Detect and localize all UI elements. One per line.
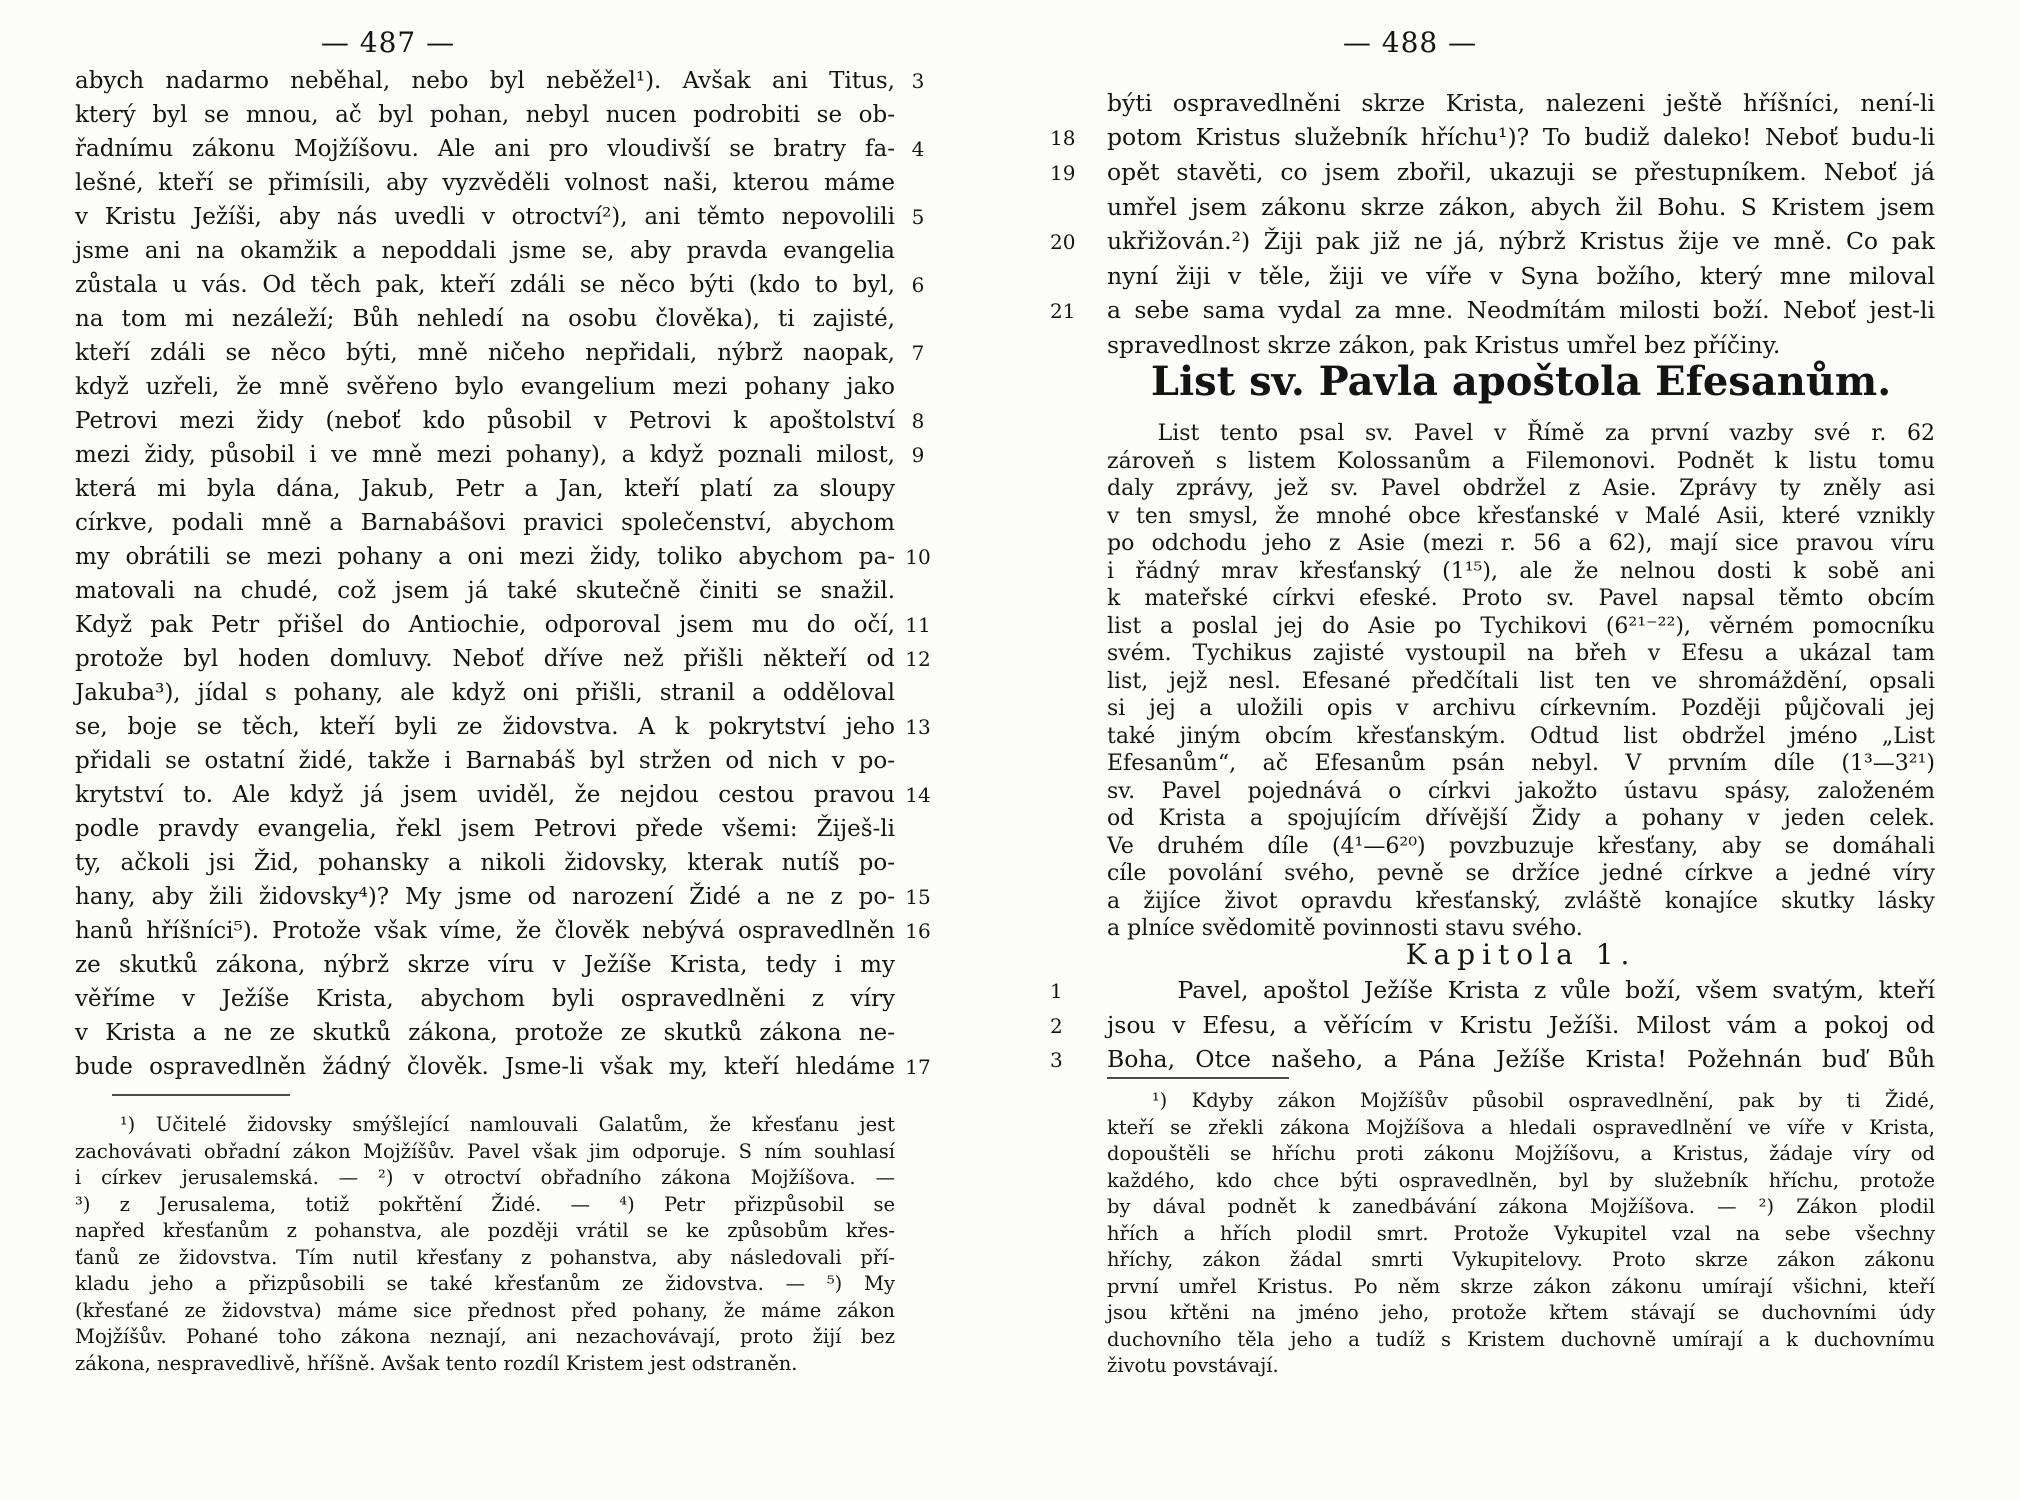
text-line <box>75 642 941 676</box>
text-line <box>1107 448 1935 476</box>
chapter-heading: Kapitola 1. <box>1405 938 1637 971</box>
line-text: cíle povolání svého, pevně se držíce jedné církve a jedné víry <box>1107 861 1935 886</box>
text-line <box>1107 558 1935 586</box>
text-line <box>75 948 941 982</box>
line-text: Petrovi mezi židy (neboť kdo působil v Petrovi k apoštolství <box>75 408 895 434</box>
text-line <box>1050 293 1935 328</box>
line-text: ťanů ze židovstva. Tím nutil křesťany z pohanstva, aby následovali pří- <box>75 1245 895 1269</box>
line-text: věříme v Ježíše Krista, abychom byli ospravedlněni z víry <box>75 986 895 1012</box>
verse-number: 21 <box>1050 299 1076 323</box>
text-line <box>75 1050 941 1084</box>
line-text: hříchy, zákon žádal smrti Vykupitelovy. Proto skrze zákon zákonu <box>1107 1248 1935 1271</box>
text-line <box>1107 640 1935 668</box>
text-line <box>75 744 941 778</box>
text-line <box>75 1245 895 1272</box>
line-text: každého, kdo chce býti ospravedlněn, byl by služebník hříchu, protože <box>1107 1168 1935 1192</box>
line-text: Pavel, apoštol Ježíše Krista z vůle boží, všem svatým, kteří <box>1177 976 1935 1004</box>
line-text: církve, podali mně a Barnabášovi pravici společenství, abychom <box>75 510 895 536</box>
text-line <box>75 404 941 438</box>
text-line <box>75 846 941 880</box>
line-text: Efesanům“, ač Efesanům psán nebyl. V prvním díle (1³—3²¹) <box>1107 751 1935 776</box>
text-line <box>1107 860 1935 888</box>
line-text: když uzřeli, že mně svěřeno bylo evangelium mezi pohany jako <box>75 374 895 400</box>
text-line <box>1107 833 1935 861</box>
line-text: duchovního těla jeho a tudíž s Kristem duchovně umírají a k duchovnímu <box>1107 1327 1935 1351</box>
text-line <box>75 166 941 200</box>
line-text: Mojžíšův. Pohané toho zákona neznají, ani nezachovávají, proto žijí bez <box>75 1325 895 1348</box>
text-line <box>75 1112 895 1139</box>
text-line <box>75 336 941 370</box>
line-text: my obrátili se mezi pohany a oni mezi židy, toliko abychom pa- <box>75 544 895 570</box>
verse-number: 13 <box>905 715 931 739</box>
text-line <box>75 914 941 948</box>
text-line <box>1107 1221 1935 1248</box>
verse-number: 16 <box>905 919 931 943</box>
text-line <box>1107 805 1935 833</box>
text-line <box>1107 1194 1935 1221</box>
verse-number: 9 <box>911 443 925 467</box>
line-text: ukřižován.²) Žiji pak již ne já, nýbrž Kristus žije ve mně. Co pak <box>1107 227 1935 255</box>
line-text: řadnímu zákonu Mojžíšovu. Ale ani pro vloudivší se bratry fa- <box>75 136 895 162</box>
line-text: list a poslal jej do Asie po Tychikovi (6²¹⁻²²), věrném pomocníku <box>1107 613 1935 639</box>
text-line <box>75 1218 895 1245</box>
line-text: po odchodu jeho z Asie (mezi r. 56 a 62), mají sice pravou víru <box>1107 531 1935 556</box>
text-line <box>75 880 941 914</box>
text-line <box>1050 120 1935 155</box>
line-text: Ve druhém díle (4¹—6²⁰) povzbuzuje křesťany, aby se domáhali <box>1107 833 1935 859</box>
line-text: abych nadarmo neběhal, nebo byl neběžel¹). Avšak ani Titus, <box>75 68 895 94</box>
text-line <box>75 64 941 98</box>
line-text: matovali na chudé, což jsem já také skutečně činiti se snažil. <box>75 578 895 604</box>
line-text: se, boje se těch, kteří byli ze židovstva. A k pokrytství jeho <box>75 714 895 740</box>
text-line <box>75 268 941 302</box>
text-line <box>75 540 941 574</box>
line-text: protože byl hoden domluvy. Neboť dříve než přišli někteří od <box>75 646 895 672</box>
page-number-left: — 487 — <box>320 26 456 59</box>
line-text: hanů hříšníci⁵). Protože však víme, že člověk nebývá ospravedlněn <box>75 918 895 944</box>
text-line <box>75 234 941 268</box>
text-line <box>75 132 941 166</box>
text-line <box>75 676 941 710</box>
text-line <box>1050 1009 1935 1044</box>
line-text: v Krista a ne ze skutků zákona, protože ze skutků zákona ne- <box>75 1020 895 1046</box>
right-page-footnotes <box>1107 1088 1935 1380</box>
text-line <box>1107 750 1935 778</box>
chapter-verses <box>1050 974 1935 1078</box>
line-text: opět stavěti, co jsem zbořil, ukazuji se přestupníkem. Neboť já <box>1107 158 1935 186</box>
verse-number: 8 <box>911 409 925 433</box>
verse-number: 20 <box>1050 230 1076 254</box>
text-line <box>1107 1327 1935 1354</box>
text-line <box>1107 1353 1935 1380</box>
text-line <box>1107 1274 1935 1301</box>
line-text: zůstala u vás. Od těch pak, kteří zdáli se něco býti (kdo to byl, <box>75 272 895 298</box>
text-line <box>1107 1141 1935 1168</box>
line-text: a žijíce život opravdu křesťanský, zvláště konajíce skutky lásky <box>1107 888 1935 914</box>
text-line <box>1107 1088 1935 1115</box>
line-text: kteří zdáli se něco býti, mně ničeho nepřidali, nýbrž naopak, <box>75 340 895 366</box>
verse-number: 15 <box>905 885 931 909</box>
line-text: k mateřské církvi efeské. Proto sv. Pavel napsal těmto obcím <box>1107 586 1935 611</box>
text-line <box>75 1271 895 1298</box>
text-line <box>75 710 941 744</box>
footnote-separator-right <box>1107 1077 1289 1079</box>
text-line <box>75 778 941 812</box>
line-text: a sebe sama vydal za mne. Neodmítám milosti boží. Neboť jest-li <box>1107 296 1935 324</box>
line-text: a plníce svědomitě povinnosti stavu svého. <box>1107 916 1583 941</box>
line-text: která mi byla dána, Jakub, Petr a Jan, kteří platí za sloupy <box>75 476 895 502</box>
left-page-body-text <box>75 64 941 1084</box>
line-text: bude ospravedlněn žádný člověk. Jsme-li však my, kteří hledáme <box>75 1054 895 1080</box>
footnote-separator-left <box>112 1094 290 1096</box>
line-text: podle pravdy evangelia, řekl jsem Petrovi přede všemi: Žiješ-li <box>75 816 895 842</box>
text-line <box>1050 259 1935 293</box>
verse-number: 18 <box>1050 126 1076 150</box>
line-text: ¹) Učitelé židovsky smýšlející namlouvali Galatům, že křesťanu jest <box>119 1113 895 1136</box>
line-text: Jakuba³), jídal s pohany, ale když oni přišli, stranil a odděloval <box>75 680 895 706</box>
line-text: životu povstávají. <box>1107 1354 1279 1377</box>
line-text: (křesťané ze židovstva) máme sice přednost před pohany, že máme zákon <box>75 1298 895 1322</box>
line-text: i řádný mrav křesťanský (1¹⁵), ale že nelnou dosti k sobě ani <box>1107 558 1935 584</box>
line-text: také jiným obcím křesťanským. Odtud list obdržel jméno „List <box>1107 723 1935 749</box>
text-line <box>1107 695 1935 723</box>
line-text: od Krista a spojujícím dřívější Židy a pohany v jeden celek. <box>1107 806 1935 831</box>
line-text: první umřel Kristus. Po něm skrze zákon zákonu umírají všichni, kteří <box>1107 1274 1935 1298</box>
text-line <box>1050 155 1935 190</box>
verse-number: 1 <box>1050 979 1063 1003</box>
text-line <box>75 1165 895 1192</box>
text-line <box>75 1298 895 1325</box>
text-line <box>1107 585 1935 613</box>
text-line <box>1050 86 1935 120</box>
line-text: list, jejž nesl. Efesané předčítali list ten ve shromáždění, opsali <box>1107 668 1935 694</box>
line-text: jsou křtěni na jméno jeho, protože křtem stávají se duchovními údy <box>1107 1301 1935 1324</box>
text-line <box>75 1192 895 1219</box>
line-text: si jej a uložili opis v archivu církevním. Později půjčovali jej <box>1107 696 1935 721</box>
line-text: na tom mi nezáleží; Bůh nehledí na osobu člověka), ti zajisté, <box>75 306 895 332</box>
line-text: i církev jerusalemská. — ²) v otroctví obřadního zákona Mojžíšova. — <box>75 1166 895 1189</box>
text-line <box>75 1324 895 1351</box>
text-line <box>1050 190 1935 224</box>
verse-number: 12 <box>905 647 931 671</box>
right-page-body-text <box>1050 86 1935 362</box>
line-text: krytství to. Ale když já jsem uviděl, že nejdou cestou pravou <box>75 782 895 808</box>
line-text: ¹) Kdyby zákon Mojžíšův působil ospravedlnění, pak by ti Židé, <box>1151 1089 1935 1112</box>
verse-number: 4 <box>911 137 925 161</box>
line-text: býti ospravedlněni skrze Krista, nalezeni ještě hříšníci, není-li <box>1107 89 1935 117</box>
line-text: sv. Pavel pojednává o církvi jakožto ústavu spásy, založeném <box>1107 778 1935 804</box>
text-line <box>75 200 941 234</box>
verse-number: 17 <box>905 1055 931 1079</box>
line-text: dopouštěli se hříchu proti zákonu Mojžíšovu, a Kristus, žádaje víry od <box>1107 1142 1935 1165</box>
text-line <box>75 302 941 336</box>
page-number-right: — 488 — <box>1342 26 1478 59</box>
text-line <box>1050 224 1935 259</box>
text-line <box>75 370 941 404</box>
line-text: List tento psal sv. Pavel v Římě za první vazby své r. 62 <box>1157 421 1935 446</box>
text-line <box>1107 1115 1935 1142</box>
line-text: jsou v Efesu, a věřícím v Kristu Ježíši. Milost vám a pokoj od <box>1107 1010 1935 1039</box>
text-line <box>1107 888 1935 916</box>
text-line <box>1050 974 1935 1009</box>
text-line <box>75 812 941 846</box>
text-line <box>1107 1168 1935 1195</box>
text-line <box>75 1016 941 1050</box>
text-line <box>75 982 941 1016</box>
section-title: List sv. Pavla apoštola Efesanům. <box>1150 358 1892 405</box>
line-text: napřed křesťanům z pohanstva, ale později vrátil se ke způsobům křes- <box>75 1219 895 1242</box>
verse-number: 3 <box>911 69 925 93</box>
verse-number: 2 <box>1050 1013 1063 1038</box>
text-line <box>1107 613 1935 641</box>
line-text: daly zprávy, jež sv. Pavel obdržel z Asie. Zprávy ty zněly asi <box>1107 476 1935 501</box>
verse-number: 19 <box>1050 161 1076 185</box>
line-text: ty, ačkoli jsi Žid, pohansky a nikoli židovsky, kterak nutíš po- <box>75 850 895 876</box>
line-text: zákona, nespravedlivě, hříšně. Avšak tento rozdíl Kristem jest odstraněn. <box>75 1351 798 1375</box>
text-line <box>1107 1247 1935 1274</box>
line-text: nyní žiji v těle, žiji ve víře v Syna božího, který mne miloval <box>1107 262 1935 290</box>
line-text: lešné, kteří se přimísili, aby vyzvěděli volnost naši, kterou máme <box>75 170 895 196</box>
line-text: Boha, Otce našeho, a Pána Ježíše Krista! Požehnán buď Bůh <box>1107 1045 1935 1073</box>
verse-number: 6 <box>911 273 925 297</box>
text-line <box>75 98 941 132</box>
verse-number: 3 <box>1050 1048 1063 1072</box>
line-text: spravedlnost skrze zákon, pak Kristus umřel bez příčiny. <box>1107 331 1781 359</box>
line-text: kladu jeho a přizpůsobili se také křesťanům ze židovstva. — ⁵) My <box>75 1272 895 1295</box>
line-text: potom Kristus služebník hříchu¹)? To budiž daleko! Neboť budu-li <box>1107 123 1935 151</box>
line-text: svém. Tychikus zajisté vystoupil na břeh v Efesu a ukázal tam <box>1107 641 1935 666</box>
line-text: ³) z Jerusalema, totiž pokřtění Židé. — ⁴) Petr přizpůsobil se <box>75 1192 895 1216</box>
line-text: jsme ani na okamžik a nepoddali jsme se, aby pravda evangelia <box>75 238 895 264</box>
text-line <box>1107 778 1935 806</box>
text-line <box>1107 1300 1935 1327</box>
line-text: který byl se mnou, ač byl pohan, nebyl nucen podrobiti se ob- <box>75 102 895 128</box>
verse-number: 11 <box>905 613 931 637</box>
line-text: přidali se ostatní židé, takže i Barnabáš byl stržen od nich v po- <box>75 748 895 774</box>
line-text: Když pak Petr přišel do Antiochie, odporoval jsem mu do očí, <box>75 612 895 638</box>
line-text: umřel jsem zákonu skrze zákon, abych žil Bohu. S Kristem jsem <box>1107 193 1935 221</box>
verse-number: 5 <box>911 205 925 229</box>
text-line <box>1107 420 1935 448</box>
text-line <box>75 608 941 642</box>
text-line <box>75 1351 895 1378</box>
verse-number: 7 <box>911 341 925 365</box>
text-line <box>1107 503 1935 531</box>
text-line <box>1107 723 1935 751</box>
line-text: v Kristu Ježíši, aby nás uvedli v otroctví²), ani těmto nepovolili <box>75 204 895 230</box>
line-text: mezi židy, působil i ve mně mezi pohany), a když poznali milost, <box>75 442 895 468</box>
epistle-introduction <box>1107 420 1935 943</box>
text-line <box>75 574 941 608</box>
left-page-footnotes <box>75 1112 895 1377</box>
line-text: kteří se zřekli zákona Mojžíšova a hledali ospravedlnění ve víře v Krista, <box>1107 1115 1935 1139</box>
text-line <box>75 472 941 506</box>
line-text: hany, aby žili židovsky⁴)? My jsme od narození Židé a ne z po- <box>75 884 895 910</box>
text-line <box>1050 1043 1935 1078</box>
verse-number: 10 <box>905 545 931 569</box>
verse-number: 14 <box>905 783 931 807</box>
text-line <box>1107 530 1935 558</box>
text-line <box>75 1139 895 1166</box>
line-text: ze skutků zákona, nýbrž skrze víru v Ježíše Krista, tedy i my <box>75 952 895 978</box>
line-text: zároveň s listem Kolossanům a Filemonovi. Podnět k listu tomu <box>1107 448 1935 474</box>
text-line <box>75 438 941 472</box>
line-text: by dával podnět k zanedbávání zákona Mojžíšova. — ²) Zákon plodil <box>1107 1195 1935 1218</box>
text-line <box>1107 668 1935 696</box>
line-text: hřích a hřích plodil smrt. Protože Vykupitel vzal na sebe všechny <box>1107 1221 1935 1245</box>
line-text: v ten smysl, že mnohé obce křesťanské v Malé Asii, které vznikly <box>1107 503 1935 529</box>
text-line <box>1107 475 1935 503</box>
text-line <box>75 506 941 540</box>
line-text: zachovávati obřadní zákon Mojžíšův. Pavel však jim odporuje. S ním souhlasí <box>75 1139 895 1163</box>
